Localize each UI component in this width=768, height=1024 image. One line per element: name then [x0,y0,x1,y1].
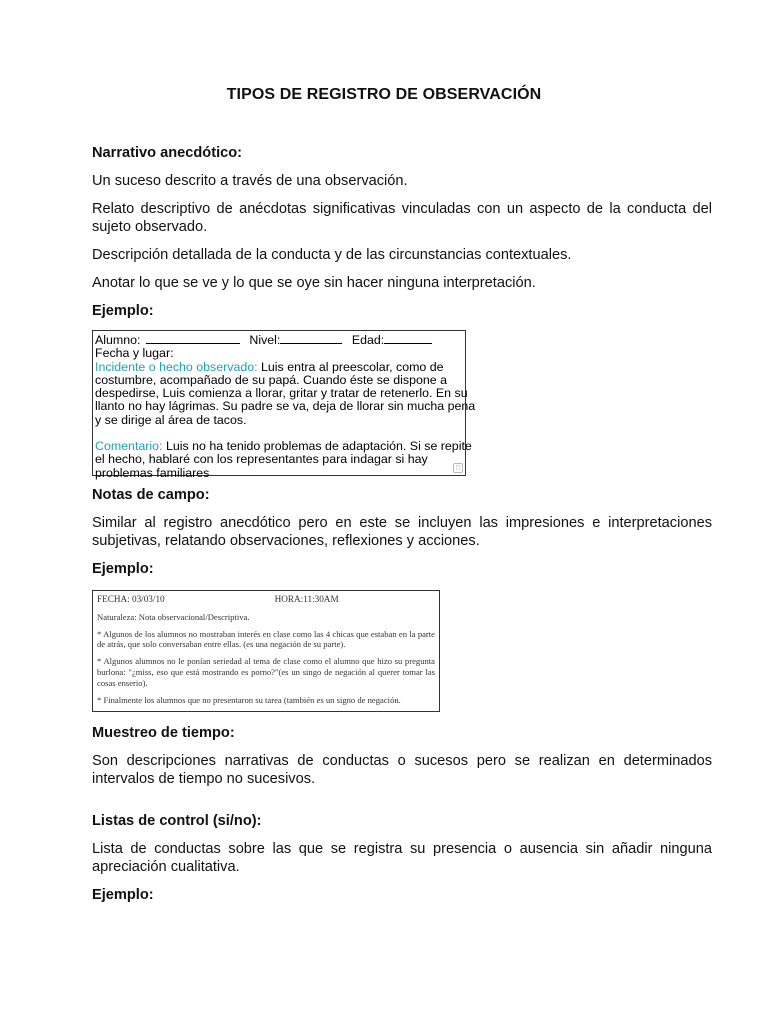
naturaleza-text: Naturaleza: Nota observacional/Descriptiva. [97,611,250,622]
example-field-notes [92,590,440,712]
incidente-label: Incidente o hecho observado: [95,359,258,374]
incidente-line [95,361,463,374]
paragraph: Relato descriptivo de anécdotas significativas vinculadas con un aspecto de la conducta del sujeto observado. [92,201,712,235]
student-info-row [95,334,463,347]
example-label: Ejemplo: [92,303,154,319]
field-note-item: * Algunos alumnos no le ponían seriedad al tema de clase como el alumno que hizo su pregunta burlona: "¿miss, eso que está mostrando es porno?"(es un singo de negación al querer tomar las cosas enserio). [97,656,435,688]
comentario-text: el hecho, hablaré con los representantes para indagar si hay [95,452,428,467]
example-anecdotal-record [92,330,476,480]
comentario-text: Luis no ha tenido problemas de adaptación. Si se repite [162,439,472,454]
field-note-item: * Finalmente los alumnos que no presentaron su tarea (también es un signo de negación. [97,694,401,705]
spacer [92,798,712,812]
page-title: TIPOS DE REGISTRO DE OBSERVACIÓN [226,86,542,103]
example-label: Ejemplo: [92,887,154,903]
alumno-label: Alumno: [95,333,141,347]
example-label: Ejemplo: [92,561,154,577]
paragraph: Son descripciones narrativas de conductas o sucesos pero se realizan en determinados intervalos de tiempo no sucesivos. [92,753,712,787]
alumno-blank [146,343,240,344]
fecha-text: FECHA: 03/03/10 [97,594,165,604]
nivel-label: Nivel: [249,333,281,347]
section-heading-muestreo: Muestreo de tiempo: [92,725,235,741]
paragraph: Anotar lo que se ve y lo que se oye sin hacer ninguna interpretación. [92,275,536,291]
paragraph: Un suceso descrito a través de una observación. [92,173,408,189]
incidente-text: despedirse, Luis comienza a llorar, gritar y tratar de retenerlo. En su [95,386,468,401]
incidente-text: costumbre, acompañado de su papá. Cuando éste se dispone a [95,372,447,387]
resize-corner-icon: ◻ [453,463,463,473]
incidente-text: y se dirige al área de tacos. [95,412,247,427]
fecha-lugar: Fecha y lugar: [95,346,174,361]
incidente-text: llanto no hay lágrimas. Su padre se va, deja de llorar sin mucha pena [95,399,476,414]
nivel-blank [280,343,342,344]
comentario-label: Comentario: [95,439,163,454]
hora-text: HORA:11:30AM [274,594,339,604]
section-heading-narrativo: Narrativo anecdótico: [92,145,243,161]
paragraph: Similar al registro anecdótico pero en este se incluyen las impresiones e interpretaciones subjetivas, relatando observaciones, reflexiones y acciones. [92,515,712,549]
comentario-line [95,439,472,454]
edad-label: Edad: [351,333,385,347]
incidente-text: Luis entra al preescolar, como de [257,359,444,374]
paragraph: Descripción detallada de la conducta y de las circunstancias contextuales. [92,247,572,263]
section-heading-listas: Listas de control (si/no): [92,813,262,829]
field-notes-header [97,594,435,605]
paragraph: Lista de conductas sobre las que se registra su presencia o ausencia sin añadir ninguna apreciación cualitativa. [92,841,712,875]
section-heading-notas: Notas de campo: [92,487,210,503]
field-note-item: * Algunos de los alumnos no mostraban interés en clase como las 4 chicas que estaban en la parte de atrás, que solo conversaban entre ellas. (es una negación de su parte). [97,628,435,650]
document-body [92,144,712,914]
edad-blank [384,343,432,344]
comentario-text: problemas familiares [95,465,210,480]
